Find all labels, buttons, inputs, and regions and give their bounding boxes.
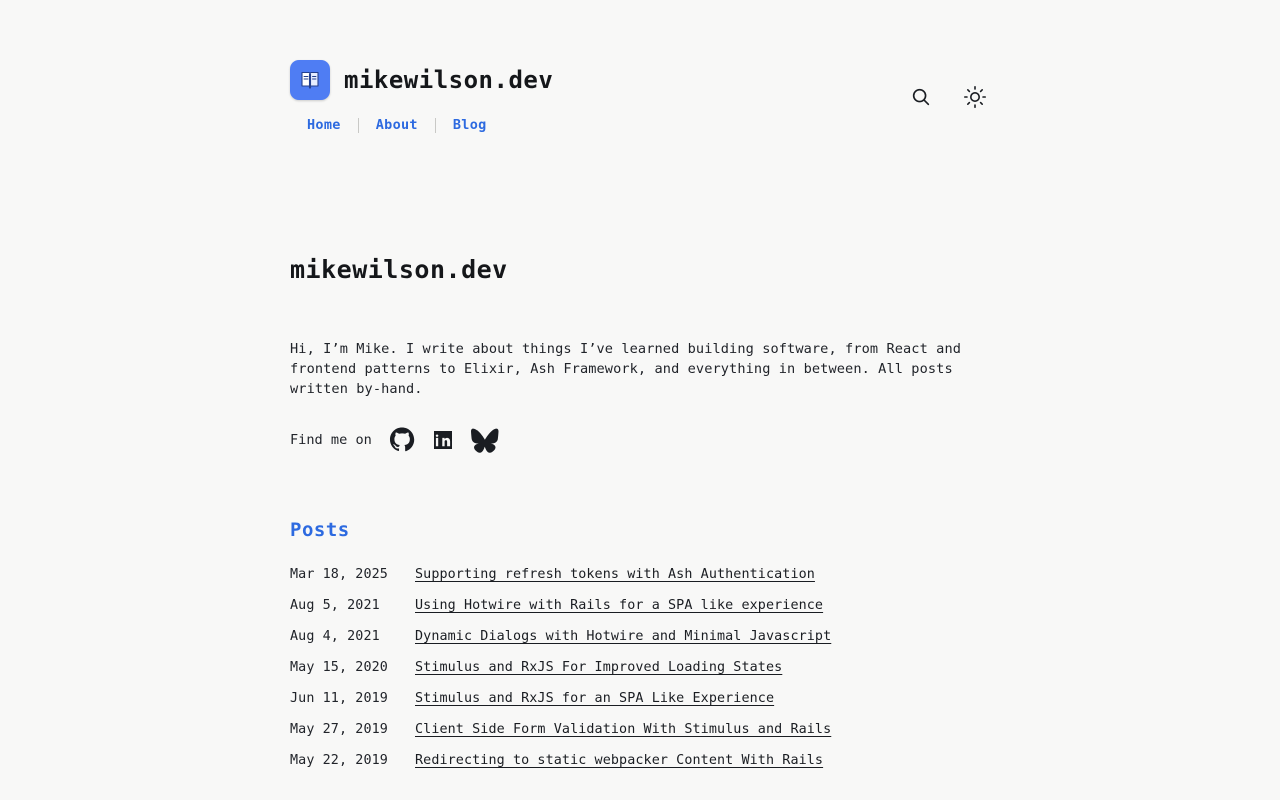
- book-logo-icon[interactable]: [290, 60, 330, 100]
- linkedin-icon[interactable]: [431, 428, 455, 452]
- main-content: [290, 133, 990, 768]
- post-link[interactable]: Client Side Form Validation With Stimulus and Rails: [415, 722, 832, 737]
- post-date: May 22, 2019: [290, 753, 388, 768]
- brand-block: [290, 60, 553, 133]
- post-link[interactable]: Using Hotwire with Rails for a SPA like experience: [415, 598, 824, 613]
- nav-item-home[interactable]: Home: [307, 117, 341, 133]
- post-link[interactable]: Redirecting to static webpacker Content With Rails: [415, 753, 824, 768]
- list-item: [290, 722, 990, 737]
- post-date: Aug 5, 2021: [290, 598, 380, 613]
- list-item: [290, 753, 990, 768]
- nav-item-about[interactable]: About: [375, 117, 418, 133]
- post-link[interactable]: Stimulus and RxJS For Improved Loading States: [415, 660, 783, 675]
- bluesky-icon[interactable]: [471, 428, 499, 453]
- post-link[interactable]: Stimulus and RxJS for an SPA Like Experience: [415, 691, 775, 706]
- github-icon[interactable]: [389, 427, 415, 453]
- post-date: Aug 4, 2021: [290, 629, 380, 644]
- posts-list: [290, 567, 990, 768]
- list-item: [290, 629, 990, 644]
- post-date: May 27, 2019: [290, 722, 388, 737]
- list-item: [290, 660, 990, 675]
- post-link[interactable]: Supporting refresh tokens with Ash Authentication: [415, 567, 815, 582]
- main-nav: [307, 117, 553, 133]
- post-link[interactable]: Dynamic Dialogs with Hotwire and Minimal Javascript: [415, 629, 832, 644]
- list-item: [290, 567, 990, 582]
- social-links: [389, 427, 499, 453]
- post-date: May 15, 2020: [290, 660, 388, 675]
- post-date: Jun 11, 2019: [290, 691, 388, 706]
- content-container: [290, 0, 990, 768]
- find-me-label: Find me on: [290, 432, 372, 448]
- nav-item-blog[interactable]: Blog: [452, 117, 487, 133]
- post-date: Mar 18, 2025: [290, 567, 388, 582]
- intro-paragraph: Hi, I’m Mike. I write about things I’ve learned building software, from React and frontend patterns to Elixir, Ash Framework, and everything in between. All posts written by-hand.: [290, 341, 962, 397]
- list-item: [290, 598, 990, 613]
- find-me-row: [290, 427, 990, 453]
- site-header: [290, 0, 990, 133]
- search-icon[interactable]: [906, 82, 936, 112]
- site-title: mikewilson.dev: [344, 66, 554, 94]
- header-actions: [906, 82, 990, 112]
- sun-icon[interactable]: [960, 82, 990, 112]
- page-title: mikewilson.dev: [290, 255, 508, 284]
- list-item: [290, 691, 990, 706]
- brand-row[interactable]: [290, 60, 553, 100]
- posts-heading: Posts: [290, 519, 350, 541]
